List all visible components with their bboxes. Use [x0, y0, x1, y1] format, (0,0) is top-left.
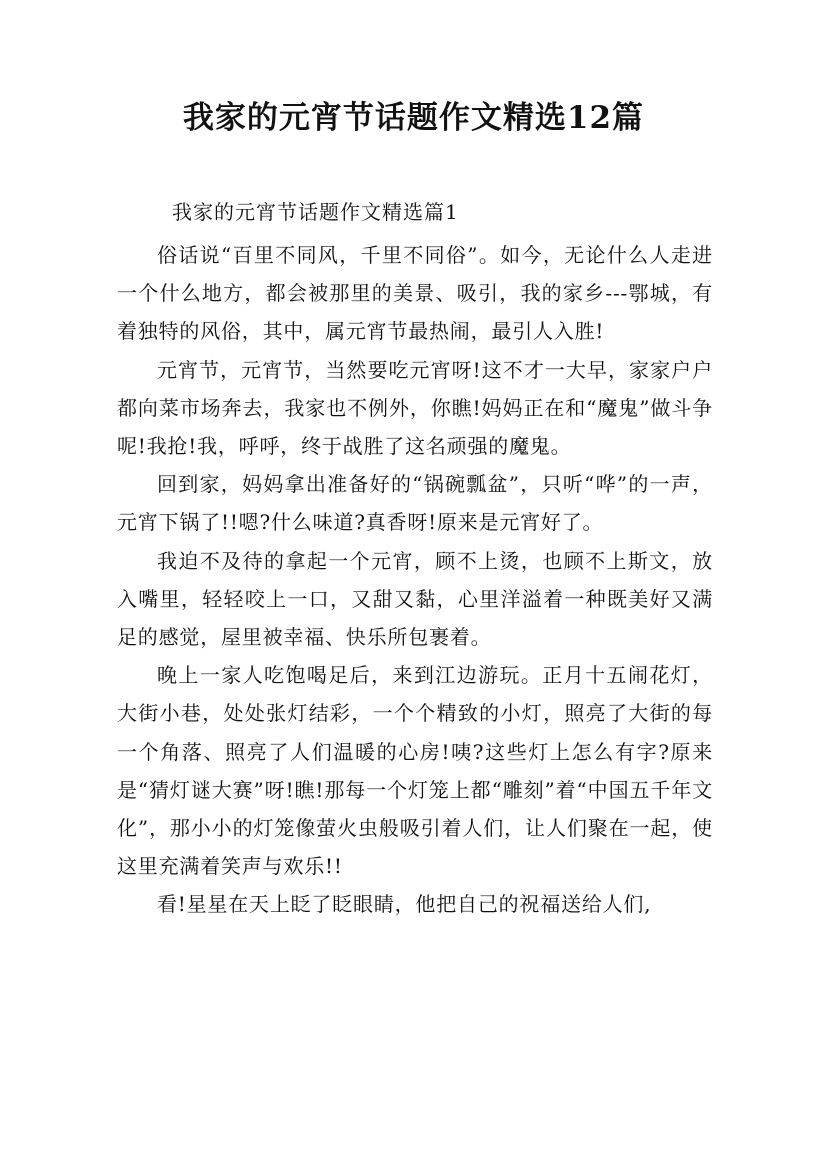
- paragraph-1: 俗话说“百里不同风，千里不同俗”。如今，无论什么人走进一个什么地方，都会被那里的美景、吸引，我的家乡---鄂城，有着独特的风俗，其中，属元宵节最热闹，最引人入胜!: [117, 243, 713, 344]
- article-body: [117, 236, 713, 924]
- document-title: 我家的元宵节话题作文精选12篇: [182, 100, 645, 136]
- paragraph-2: 元宵节，元宵节，当然要吃元宵呀!这不才一大早，家家户户都向菜市场奔去，我家也不例外，你瞧!妈妈正在和“魔鬼”做斗争呢!我抢!我，呼呼，终于战胜了这名顽强的魔鬼。: [117, 357, 713, 459]
- section-heading: 我家的元宵节话题作文精选篇1: [172, 200, 459, 224]
- paragraph-5: 晚上一家人吃饱喝足后，来到江边游玩。正月十五闹花灯，大街小巷，处处张灯结彩，一个个精致的小灯，照亮了大街的每一个角落、照亮了人们温暖的心房!咦?这些灯上怎么有字?原来是“猜灯谜大赛”呀!瞧!那每一个灯笼上都“雕刻”着“中国五千年文化”，那小小的灯笼像萤火虫般吸引着人们，让人们聚在一起，使这里充满着笑声与欢乐!!: [117, 663, 713, 879]
- paragraph-3: 回到家，妈妈拿出准备好的“锅碗瓢盆”，只听“哗”的一声，元宵下锅了!!嗯?什么味道?真香呀!原来是元宵好了。: [117, 472, 713, 535]
- paragraph-4: 我迫不及待的拿起一个元宵，顾不上烫，也顾不上斯文，放入嘴里，轻轻咬上一口，又甜又黏，心里洋溢着一种既美好又满足的感觉，屋里被幸福、快乐所包裹着。: [117, 548, 713, 650]
- paragraph-6: 看!星星在天上眨了眨眼睛，他把自己的祝福送给人们,: [157, 892, 652, 917]
